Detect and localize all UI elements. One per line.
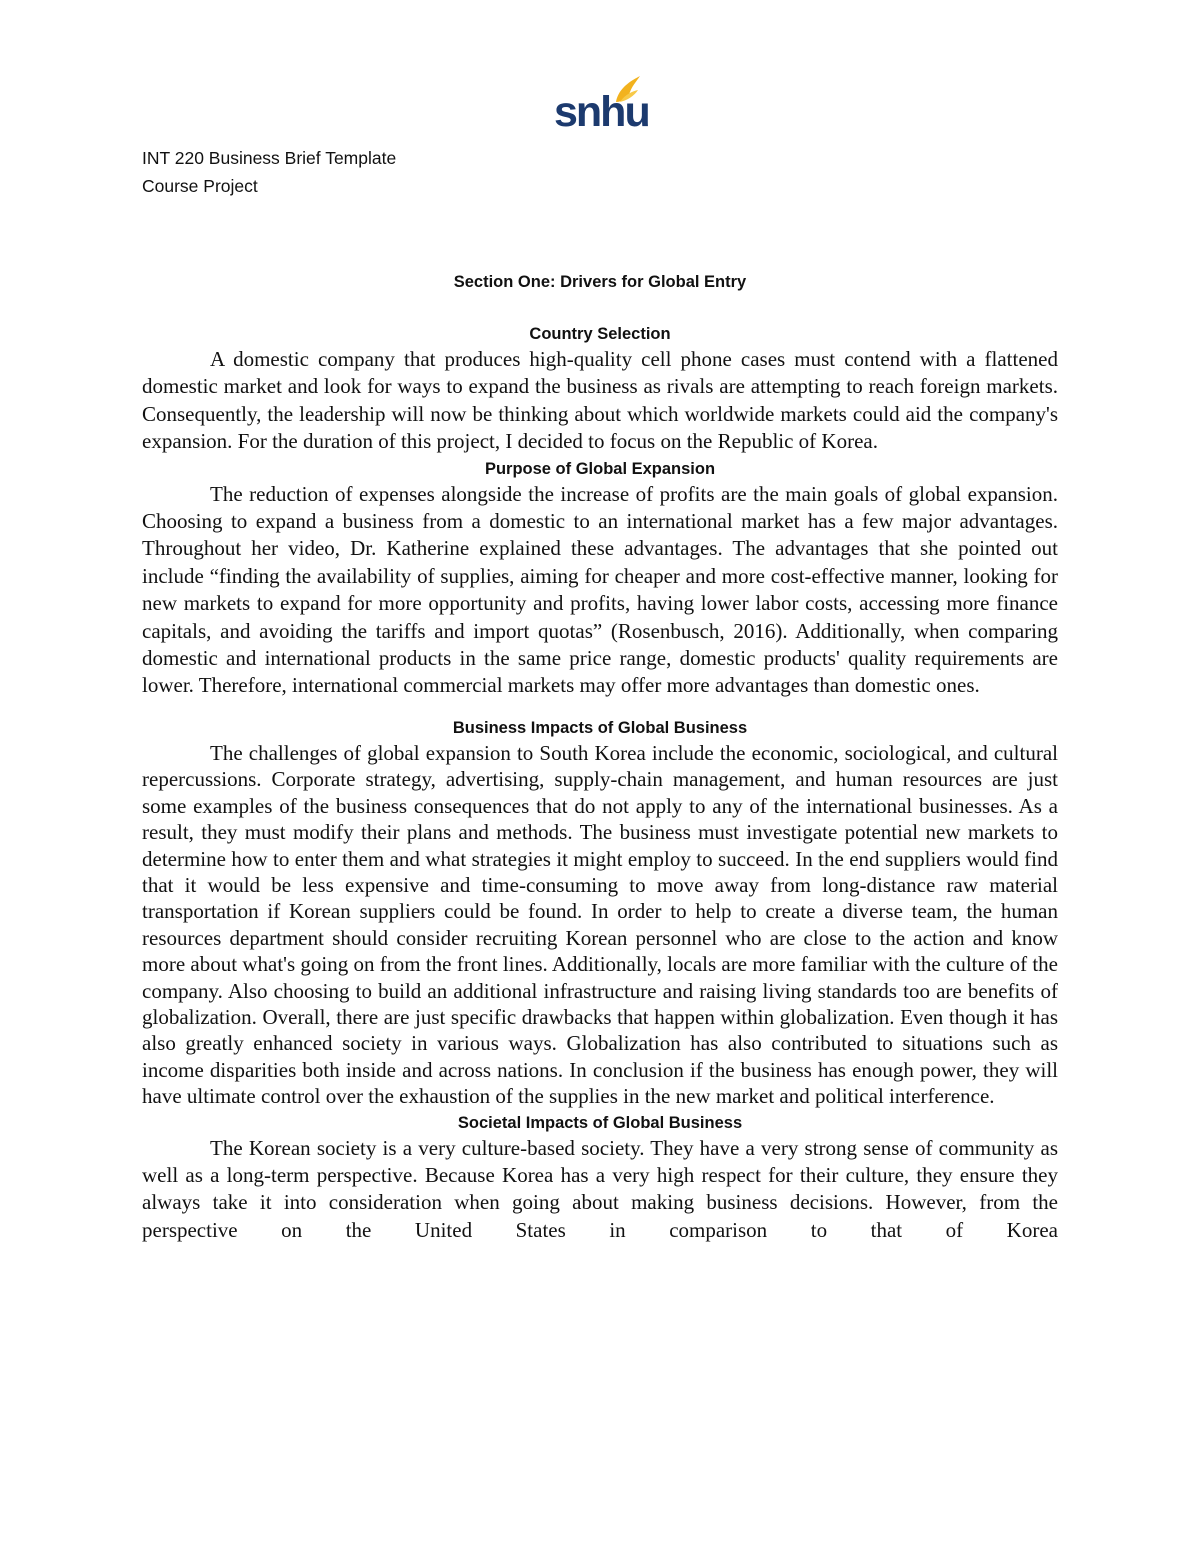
course-project-label: Course Project	[142, 176, 258, 196]
purpose-paragraph: The reduction of expenses alongside the increase of profits are the main goals of global expansion. Choosing to expand a business from a domestic to an international market has a few major advantages. Throughout her video, Dr. Katherine explained these advantages. The advantages that she pointed out include “finding the availability of supplies, aiming for cheaper and more cost-effective manner, looking for new markets to expand for more opportunity and profits, having lower labor costs, accessing more finance capitals, and avoiding the tariffs and import quotas” (Rosenbusch, 2016). Additionally, when comparing domestic and international products in the same price range, domestic products' quality requirements are lower. Therefore, international commercial markets may offer more advantages than domestic ones.	[142, 481, 1058, 698]
document-body	[142, 270, 1058, 1244]
logo-wordmark: snhu	[554, 88, 649, 136]
societal-impacts-paragraph: The Korean society is a very culture-based society. They have a very strong sense of community as well as a long-term perspective. Because Korea has a very high respect for their culture, they ensure they always take it into consideration when going about making business decisions. However, from the perspective on the United States in comparison to that of Korea	[142, 1135, 1058, 1242]
purpose-heading: Purpose of Global Expansion	[484, 459, 716, 478]
country-selection-paragraph: A domestic company that produces high-quality cell phone cases must contend with a flattened domestic market and look for ways to expand the business as rivals are attempting to reach foreign markets. Consequently, the leadership will now be thinking about which worldwide markets could aid the company's expansion. For the duration of this project, I decided to focus on the Republic of Korea.	[142, 347, 1058, 454]
template-title: INT 220 Business Brief Template	[142, 148, 397, 168]
snhu-logo	[554, 72, 649, 136]
section-title: Section One: Drivers for Global Entry	[453, 273, 747, 291]
document-header	[142, 144, 396, 200]
business-impacts-paragraph: The challenges of global expansion to South Korea include the economic, sociological, and cultural repercussions. Corporate strategy, advertising, supply-chain management, and human resources are just some examples of the business consequences that do not apply to any of the international businesses. As a result, they must modify their plans and methods. The business must investigate potential new markets to determine how to enter them and what strategies it might employ to succeed. In the end suppliers would find that it would be less expensive and time-consuming to move away from long-distance raw material transportation if Korean suppliers could be found. In order to help to create a diverse team, the human resources department should consider recruiting Korean personnel who are close to the action and know more about what's going on from the front lines. Additionally, locals are more familiar with the culture of the company. Also choosing to build an additional infrastructure and raising living standards too are benefits of globalization. Overall, there are just specific drawbacks that happen within globalization. Even though it has also greatly enhanced society in various ways. Globalization has also contributed to situations such as income disparities both inside and across nations. In conclusion if the business has enough power, they will have ultimate control over the exhaustion of the supplies in the new market and political interference.	[142, 740, 1058, 1109]
societal-impacts-heading: Societal Impacts of Global Business	[457, 1113, 743, 1132]
business-impacts-heading: Business Impacts of Global Business	[452, 718, 748, 737]
country-selection-heading: Country Selection	[529, 325, 671, 343]
